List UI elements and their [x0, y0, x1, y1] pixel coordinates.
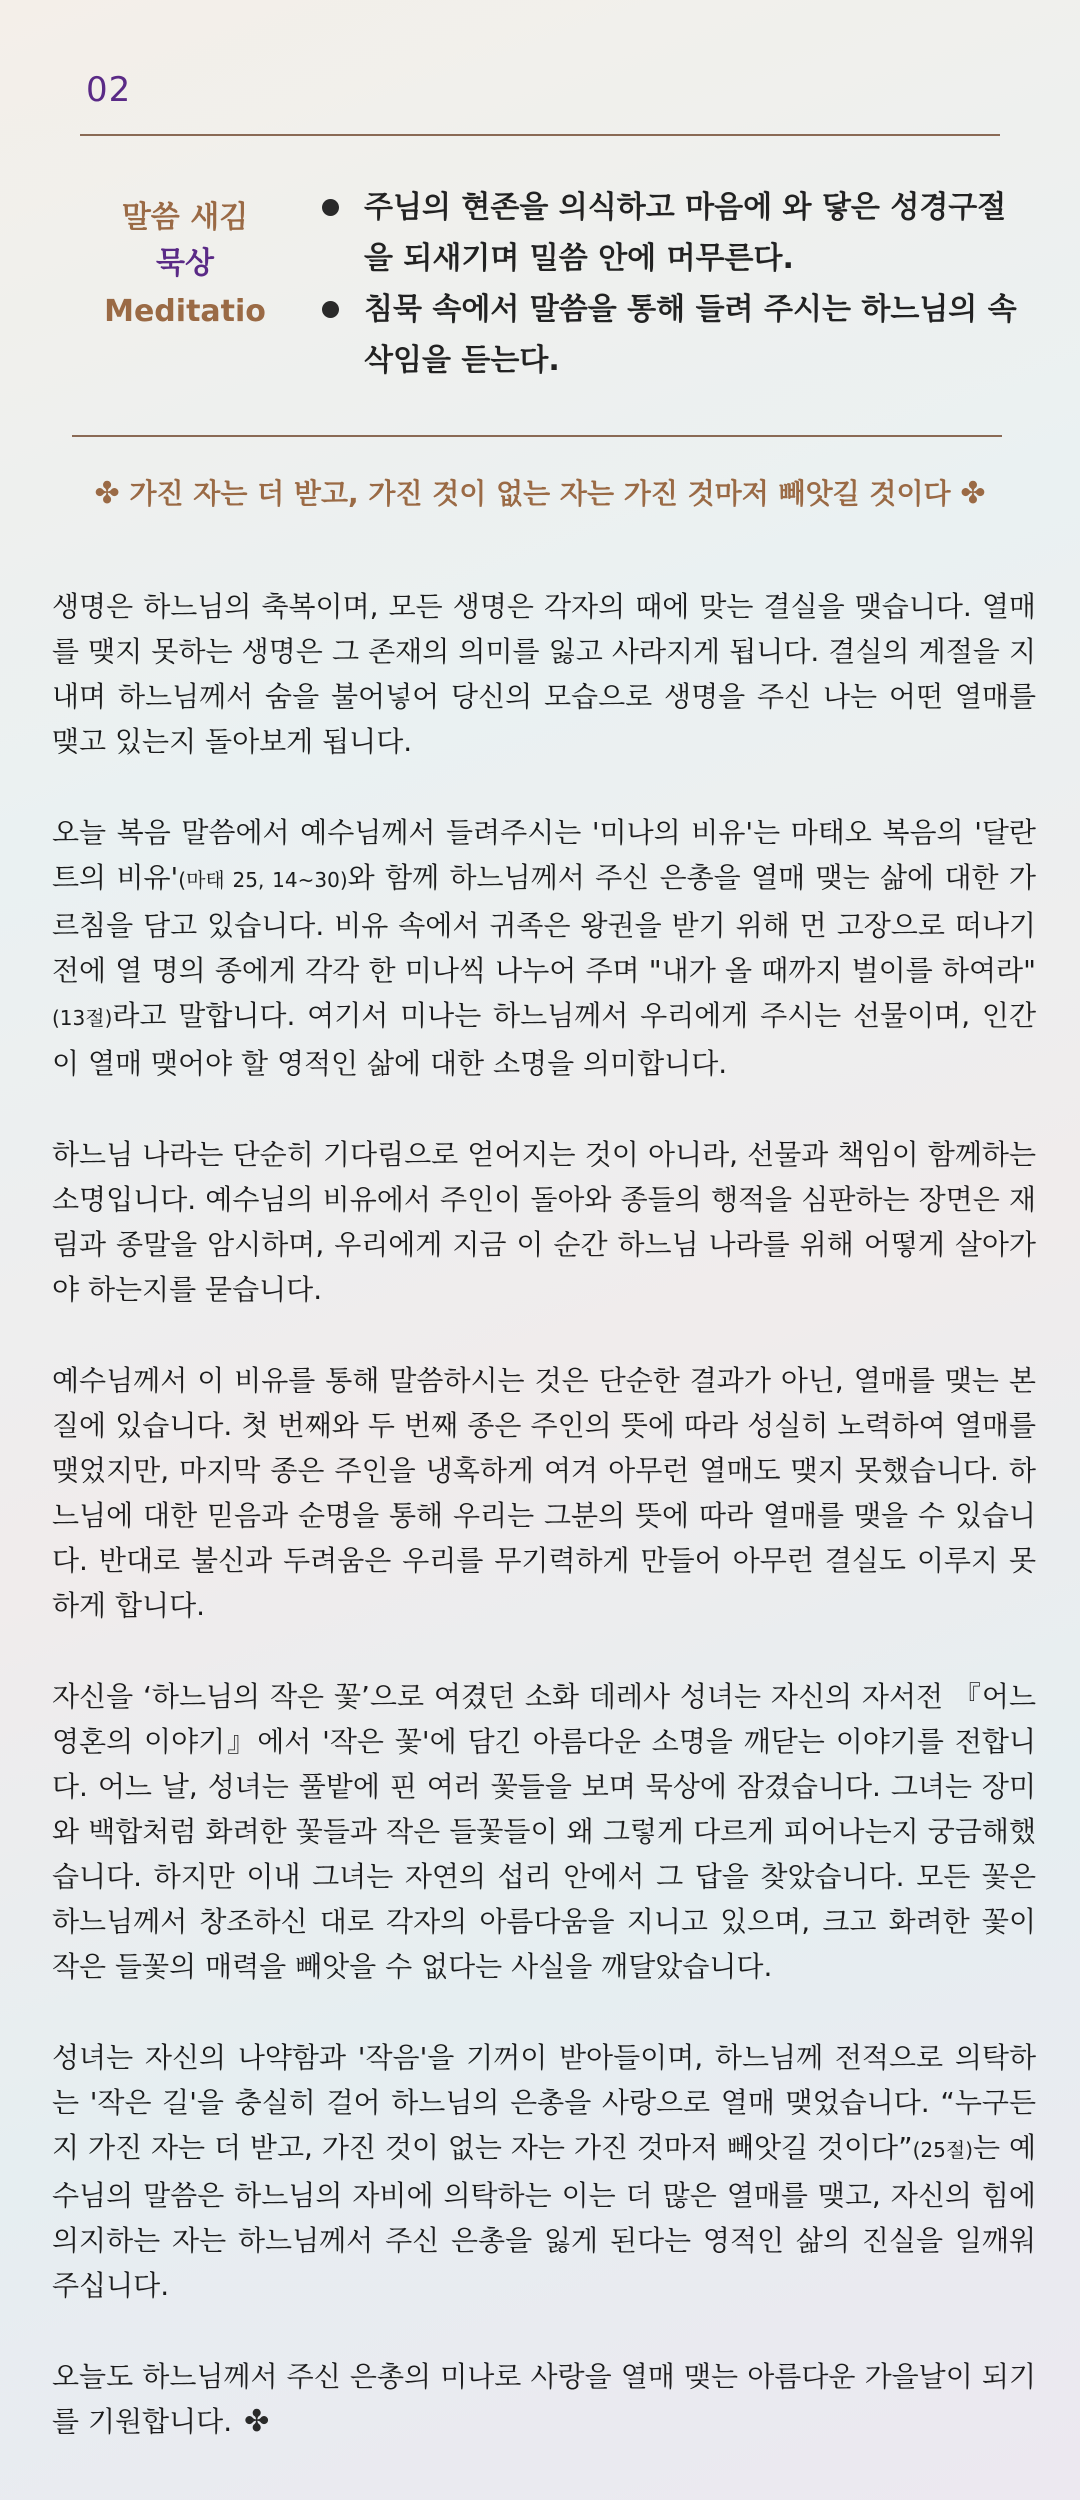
section-label — [80, 195, 290, 337]
paragraph-text: 는 예수님의 말씀은 하느님의 자비에 의탁하는 이는 더 많은 열매를 맺고, 자신의 힘에 의지하는 자는 하느님께서 주신 은총을 잃게 된다는 영적인 삶의 진실을 일깨워 주십니다. — [52, 2131, 1037, 2302]
bottom-divider — [72, 435, 1002, 437]
bullet-dot-icon — [322, 301, 339, 318]
paragraph: 생명은 하느님의 축복이며, 모든 생명은 각자의 때에 맞는 결실을 맺습니다. 열매를 맺지 못하는 생명은 그 존재의 의미를 잃고 사라지게 됩니다. 결실의 계절을 지내며 하느님께서 숨을 불어넣어 당신의 모습으로 생명을 주신 나는 어떤 열매를 맺고 있는지 돌아보게 됩니다. — [52, 590, 1036, 758]
scripture-headline — [60, 472, 1020, 512]
bullet-dot-icon — [322, 199, 339, 216]
bible-reference: (13절) — [52, 1006, 113, 1030]
paragraph — [52, 810, 1036, 1086]
label-korean: 말씀 새김 — [121, 200, 249, 235]
paragraph: 예수님께서 이 비유를 통해 말씀하시는 것은 단순한 결과가 아닌, 열매를 맺는 본질에 있습니다. 첫 번째와 두 번째 종은 주인의 뜻에 따라 성실히 노력하여 열매를 맺었지만, 마지막 종은 주인을 냉혹하게 여겨 아무런 열매도 맺지 못했습니다. 하느님에 대한 믿음과 순명을 통해 우리는 그분의 뜻에 따라 열매를 맺을 수 있습니다. 반대로 불신과 두려움은 우리를 무기력하게 만들어 아무런 결실도 이루지 못하게 합니다. — [52, 1364, 1036, 1622]
paragraph: 하느님 나라는 단순히 기다림으로 얻어지는 것이 아니라, 선물과 책임이 함께하는 소명입니다. 예수님의 비유에서 주인이 돌아와 종들의 행적을 심판하는 장면은 재림과 종말을 암시하며, 우리에게 지금 이 순간 하느님 나라를 위해 어떻게 살아가야 하는지를 묻습니다. — [52, 1138, 1036, 1306]
paragraph-text: 성녀는 자신의 나약함과 '작음'을 기꺼이 받아들이며, 하느님께 전적으로 의탁하는 '작은 길'을 충실히 걸어 하느님의 은총을 사랑으로 열매 맺었습니다. “누구든지 가진 자는 더 받고, 가진 것이 없는 자는 가진 것마저 빼앗길 것이다” — [52, 2041, 1036, 2164]
paragraph-text: 오늘 복음 말씀에서 예수님께서 들려주시는 '미나의 비유'는 마태오 복음의 '달란트의 비유' — [52, 816, 1036, 894]
instruction-item — [318, 284, 1018, 386]
instruction-item — [318, 182, 1018, 284]
paragraph-text: 와 함께 하느님께서 주신 은총을 열매 맺는 삶에 대한 가르침을 담고 있습니다. 비유 속에서 귀족은 왕권을 받기 위해 먼 고장으로 떠나기 전에 열 명의 종에게 각각 한 미나씩 나누어 주며 "내가 올 때까지 벌이를 하여라" — [52, 861, 1036, 987]
label-latin: Meditatio — [104, 294, 266, 329]
bible-reference: (25절) — [912, 2138, 973, 2162]
paragraph — [52, 2035, 1036, 2308]
paragraph-text: 라고 말합니다. 여기서 미나는 하느님께서 우리에게 주시는 선물이며, 인간이 열매 맺어야 할 영적인 삶에 대한 소명을 의미합니다. — [52, 999, 1036, 1080]
section-number: 02 — [86, 70, 132, 110]
label-focus: 묵상 — [156, 246, 214, 281]
clover-ornament-icon: ✤ — [94, 476, 120, 511]
reflection-body — [52, 584, 1036, 2490]
paragraph: 자신을 ‘하느님의 작은 꽃’으로 여겼던 소화 데레사 성녀는 자신의 자서전 『어느 영혼의 이야기』에서 '작은 꽃'에 담긴 아름다운 소명을 깨닫는 이야기를 전합니다. 어느 날, 성녀는 풀밭에 핀 여러 꽃들을 보며 묵상에 잠겼습니다. 그녀는 장미와 백합처럼 화려한 꽃들과 작은 들꽃들이 왜 그렇게 다르게 피어나는지 궁금해했습니다. 하지만 이내 그녀는 자연의 섭리 안에서 그 답을 찾았습니다. 모든 꽃은 하느님께서 창조하신 대로 각자의 아름다움을 지니고 있으며, 크고 화려한 꽃이 작은 들꽃의 매력을 빼앗을 수 없다는 사실을 깨달았습니다. — [52, 1680, 1036, 1983]
clover-ornament-icon: ✤ — [960, 476, 986, 511]
instruction-list — [318, 182, 1018, 386]
clover-ornament-icon: ✤ — [244, 2404, 270, 2439]
instruction-text: 주님의 현존을 의식하고 마음에 와 닿은 성경구절을 되새기며 밀씀 안에 머무른다. — [364, 190, 1007, 276]
instruction-text: 침묵 속에서 말씀을 통해 들려 주시는 하느님의 속삭임을 듣는다. — [364, 292, 1017, 378]
headline-text: 가진 자는 더 받고, 가진 것이 없는 자는 가진 것마저 빼앗길 것이다 — [129, 477, 951, 510]
paragraph — [52, 2354, 1036, 2444]
bible-reference: (마태 25, 14~30) — [178, 868, 348, 892]
paragraph-text: 오늘도 하느님께서 주신 은총의 미나로 사랑을 열매 맺는 아름다운 가을날이 되기를 기원합니다. — [52, 2360, 1036, 2438]
top-divider — [80, 134, 1000, 136]
